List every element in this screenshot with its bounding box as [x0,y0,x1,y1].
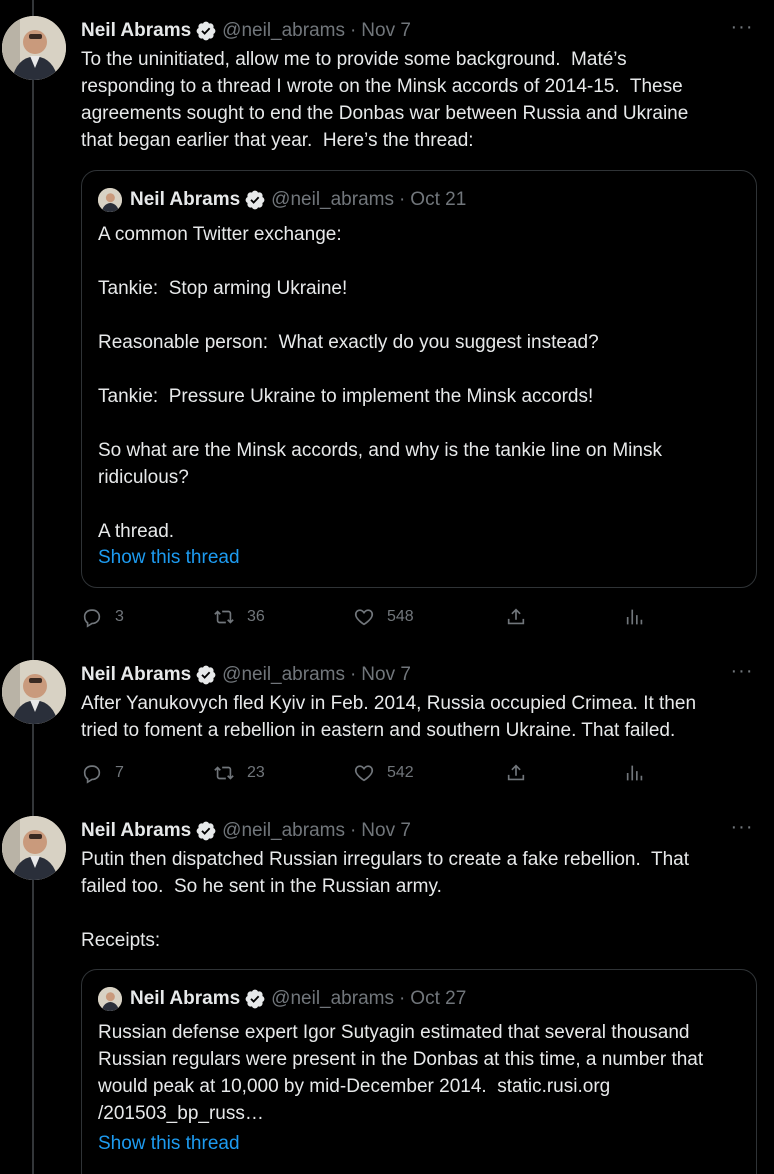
quoted-author-name: Neil Abrams [130,988,241,1009]
tweet-header [81,818,411,844]
more-icon[interactable]: ··· [730,16,754,38]
quoted-avatar [98,987,122,1011]
quoted-tweet-date: Oct 27 [410,988,467,1009]
analytics-icon [624,606,646,628]
share-button[interactable] [505,762,527,784]
quoted-tweet-text: Russian defense expert Igor Sutyagin estimated that several thousand Russian regulars were present in the Donbas at this time, a number that would peak at 10,000 by mid-December 2014. static.rusi.org /201503_bp_russ… [98,1022,704,1124]
reply-count: 3 [115,608,124,625]
tweet-header [81,662,411,688]
quoted-author-name: Neil Abrams [130,189,241,210]
retweet-icon [213,762,235,784]
reply-icon [81,762,103,784]
share-button[interactable] [505,606,527,628]
like-icon [353,762,375,784]
quoted-tweet-text: A common Twitter exchange: Tankie: Stop arming Ukraine! Reasonable person: What exactly do you suggest instead? Tankie: Pressure Ukraine to implement the Minsk accords! So what are the Minsk accords, and why is the tankie line on Minsk ridiculous? A thread. [98,224,662,542]
tweet-date[interactable]: Nov 7 [361,820,411,841]
like-count: 548 [387,608,414,625]
author-handle[interactable]: @neil_abrams [222,664,345,685]
separator-dot: · [349,664,357,685]
analytics-button[interactable] [624,762,646,784]
tweet-text: To the uninitiated, allow me to provide some background. Maté’s responding to a thread I wrote on the Minsk accords of 2014-15. These agreements sought to end the Donbas war between Russia and Ukraine that began earlier that year. Here’s the thread: [81,49,689,151]
tweet-actions [81,606,681,634]
quoted-author-handle: @neil_abrams [271,189,394,210]
retweet-button[interactable] [213,762,265,784]
retweet-icon [213,606,235,628]
tweet-date[interactable]: Nov 7 [361,664,411,685]
separator-dot: · [398,988,406,1009]
like-button[interactable] [353,762,414,784]
verified-icon [244,988,266,1010]
tweet-header [81,18,411,44]
analytics-button[interactable] [624,606,646,628]
analytics-icon [624,762,646,784]
verified-icon [244,189,266,211]
quoted-tweet-header [98,187,466,213]
reply-icon [81,606,103,628]
tweet-text: Putin then dispatched Russian irregulars to create a fake rebellion. That failed too. So he sent in the Russian army. Receipts: [81,849,689,951]
author-name[interactable]: Neil Abrams [81,20,192,41]
separator-dot: · [398,189,406,210]
share-icon [505,606,527,628]
tweet[interactable] [0,660,774,816]
like-count: 542 [387,764,414,781]
more-icon[interactable]: ··· [730,816,754,838]
retweet-button[interactable] [213,606,265,628]
reply-button[interactable] [81,606,124,628]
retweet-count: 23 [247,764,265,781]
author-name[interactable]: Neil Abrams [81,820,192,841]
like-icon [353,606,375,628]
tweet-date[interactable]: Nov 7 [361,20,411,41]
verified-icon [195,20,217,42]
tweet-text: After Yanukovych fled Kyiv in Feb. 2014, Russia occupied Crimea. It then tried to foment a rebellion in eastern and southern Ukraine. That failed. [81,693,697,741]
quoted-tweet-date: Oct 21 [410,189,467,210]
separator-dot: · [349,20,357,41]
verified-icon [195,820,217,842]
author-handle[interactable]: @neil_abrams [222,20,345,41]
separator-dot: · [349,820,357,841]
tweet[interactable] [0,816,774,1174]
avatar[interactable] [2,816,66,880]
verified-icon [195,664,217,686]
show-thread-link[interactable]: Show this thread [98,547,240,568]
avatar[interactable] [2,16,66,80]
reply-button[interactable] [81,762,124,784]
quoted-tweet[interactable] [81,969,757,1174]
more-icon[interactable]: ··· [730,660,754,682]
retweet-count: 36 [247,608,265,625]
quoted-tweet[interactable] [81,170,757,588]
avatar[interactable] [2,660,66,724]
share-icon [505,762,527,784]
author-handle[interactable]: @neil_abrams [222,820,345,841]
author-name[interactable]: Neil Abrams [81,664,192,685]
quoted-author-handle: @neil_abrams [271,988,394,1009]
reply-count: 7 [115,764,124,781]
quoted-tweet-header [98,986,466,1012]
tweet-actions [81,762,681,790]
quoted-avatar [98,188,122,212]
show-thread-link[interactable]: Show this thread [98,1133,240,1154]
like-button[interactable] [353,606,414,628]
